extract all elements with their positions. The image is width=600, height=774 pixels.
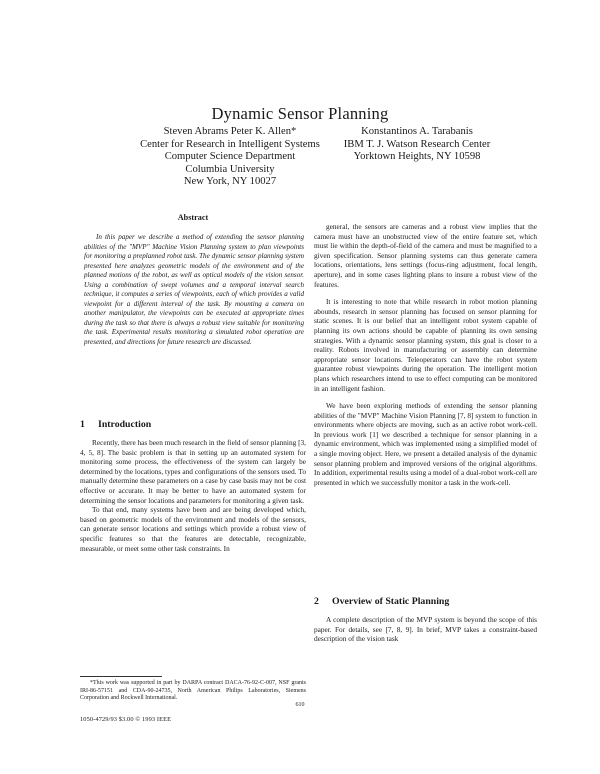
author-address: Yorktown Heights, NY 10598 [353,151,481,163]
issn-line: 1050-4729/93 $3.00 © 1993 IEEE [80,716,172,723]
body-paragraph: To that end, many systems have been and are being developed which, based on geometric models of the environment and models of the sensors, can generate sensor locations and settings which provide a robust view of specific features so that the features are detectable, recognizable, measurable, or meet some other task constraints. In [80,505,306,553]
body-paragraph: We have been exploring methods of extending the sensor planning abilities of the "MVP" Machine Vision Planning [7, 8] system to function in environments where objects are moving, such as an active robot work-cell. In previous work [1] we described a technique for sensor planning in a dynamic environment, which was implemented using a simplified model of a single moving object. Here, we present a detailed analysis of the dynamic sensor planning problem and improved versions of the original algorithms. In addition, experimental results using a model of a dual-robot work-cell are presented in which we successfully monitor a task in the work-cell. [314,401,537,487]
abstract-paragraph: In this paper we describe a method of extending the sensor planning abilities of the "MVP" Machine Vision Planning system to plan viewpoints for monitoring a preplanned robot task. The dynamic sensor planning system presented here analyzes geometric models of the environment and of the planned motions of the robot, as well as optical models of the vision sensor. Using a combination of swept volumes and a temporal interval search technique, it computes a series of viewpoints, each of which provides a valid viewpoint for a different interval of the task. By mounting a camera on another manipulator, the viewpoints can be executed at appropriate times during the task so that there is always a robust view suitable for monitoring the task. Experimental results monitoring a simulated robot operation are presented, and directions for future research are discussed. [84,233,304,346]
author-affiliation: IBM T. J. Watson Research Center [343,138,491,150]
footnote-text: *This work was supported in part by DARPA contract DACA-76-92-C-007, NSF grants IRI-86-57151 and CDA-90-24735, North American Philips Laboratories, Siemens Corporation and Rockwell International. [80,680,306,702]
section-title: Overview of Static Planning [332,596,450,607]
body-paragraph: It is interesting to note that while research in robot motion planning abounds, research in sensor planning has focused on sensor planning for static scenes. It is our belief that an intelligent robot system capable of planning its own actions should be capable of planning its own sensing strategies. With a dynamic sensor planning system, this goal is closer to a reality. Robots involved in manufacturing or assembly can determine appropriate sensor locations. Teleoperators can have the robot system guarantee robust viewpoints during the operation. The intelligent motion plans which researchers intend to use to effect computing can be monitored in an intelligent fashion. [314,297,537,393]
author-university: Columbia University [185,163,275,175]
section-title: Introduction [98,419,152,430]
author-names: Steven Abrams Peter K. Allen* [163,126,297,137]
static-planning-body [314,615,537,644]
abstract-text [84,233,304,347]
author-name: Konstantinos A. Tarabanis [361,126,473,137]
body-paragraph: Recently, there has been much research in the field of sensor planning [3, 4, 5, 8]. The basic problem is that in setting up an automated system for monitoring some process, the effectiveness of the system can largely be determined by the locations, types and configurations of the sensors used. To manually determine these parameters on a case by case basis may not be cost effective or accurate. It may be better to have an automated system for determining the sensor locations and parameters for monitoring a given task. [80,438,306,505]
section-number: 1 [80,419,85,430]
author-block-columbia [110,126,350,189]
footnote [80,680,306,703]
section-number: 2 [314,596,319,607]
footnote-rule [80,676,162,677]
section-heading-introduction [80,419,151,430]
body-paragraph: A complete description of the MVP system is beyond the scope of this paper. For details, see [7, 8, 9]. In brief, MVP takes a constraint-based description of the vision task [314,615,537,644]
right-column-body [314,222,537,487]
introduction-body [80,438,306,553]
author-affiliation: Center for Research in Intelligent Systems [140,138,320,150]
paper-title: Dynamic Sensor Planning [211,104,389,123]
section-heading-static-planning [314,596,449,607]
author-department: Computer Science Department [164,151,296,163]
abstract-heading: Abstract [177,213,209,222]
author-address: New York, NY 10027 [183,176,277,188]
page-number: 610 [295,702,305,708]
author-block-ibm [322,126,512,164]
body-paragraph: general, the sensors are cameras and a robust view implies that the camera must have an unobstructed view of the entire feature set, which must lie within the depth-of-field of the camera and must be magnified to a given specification. Sensor planning systems can thus generate camera locations, orientations, lens settings (focus-ring adjustment, focal length, aperture), and in some cases lighting plans to insure a robust view of the features. [314,222,537,289]
